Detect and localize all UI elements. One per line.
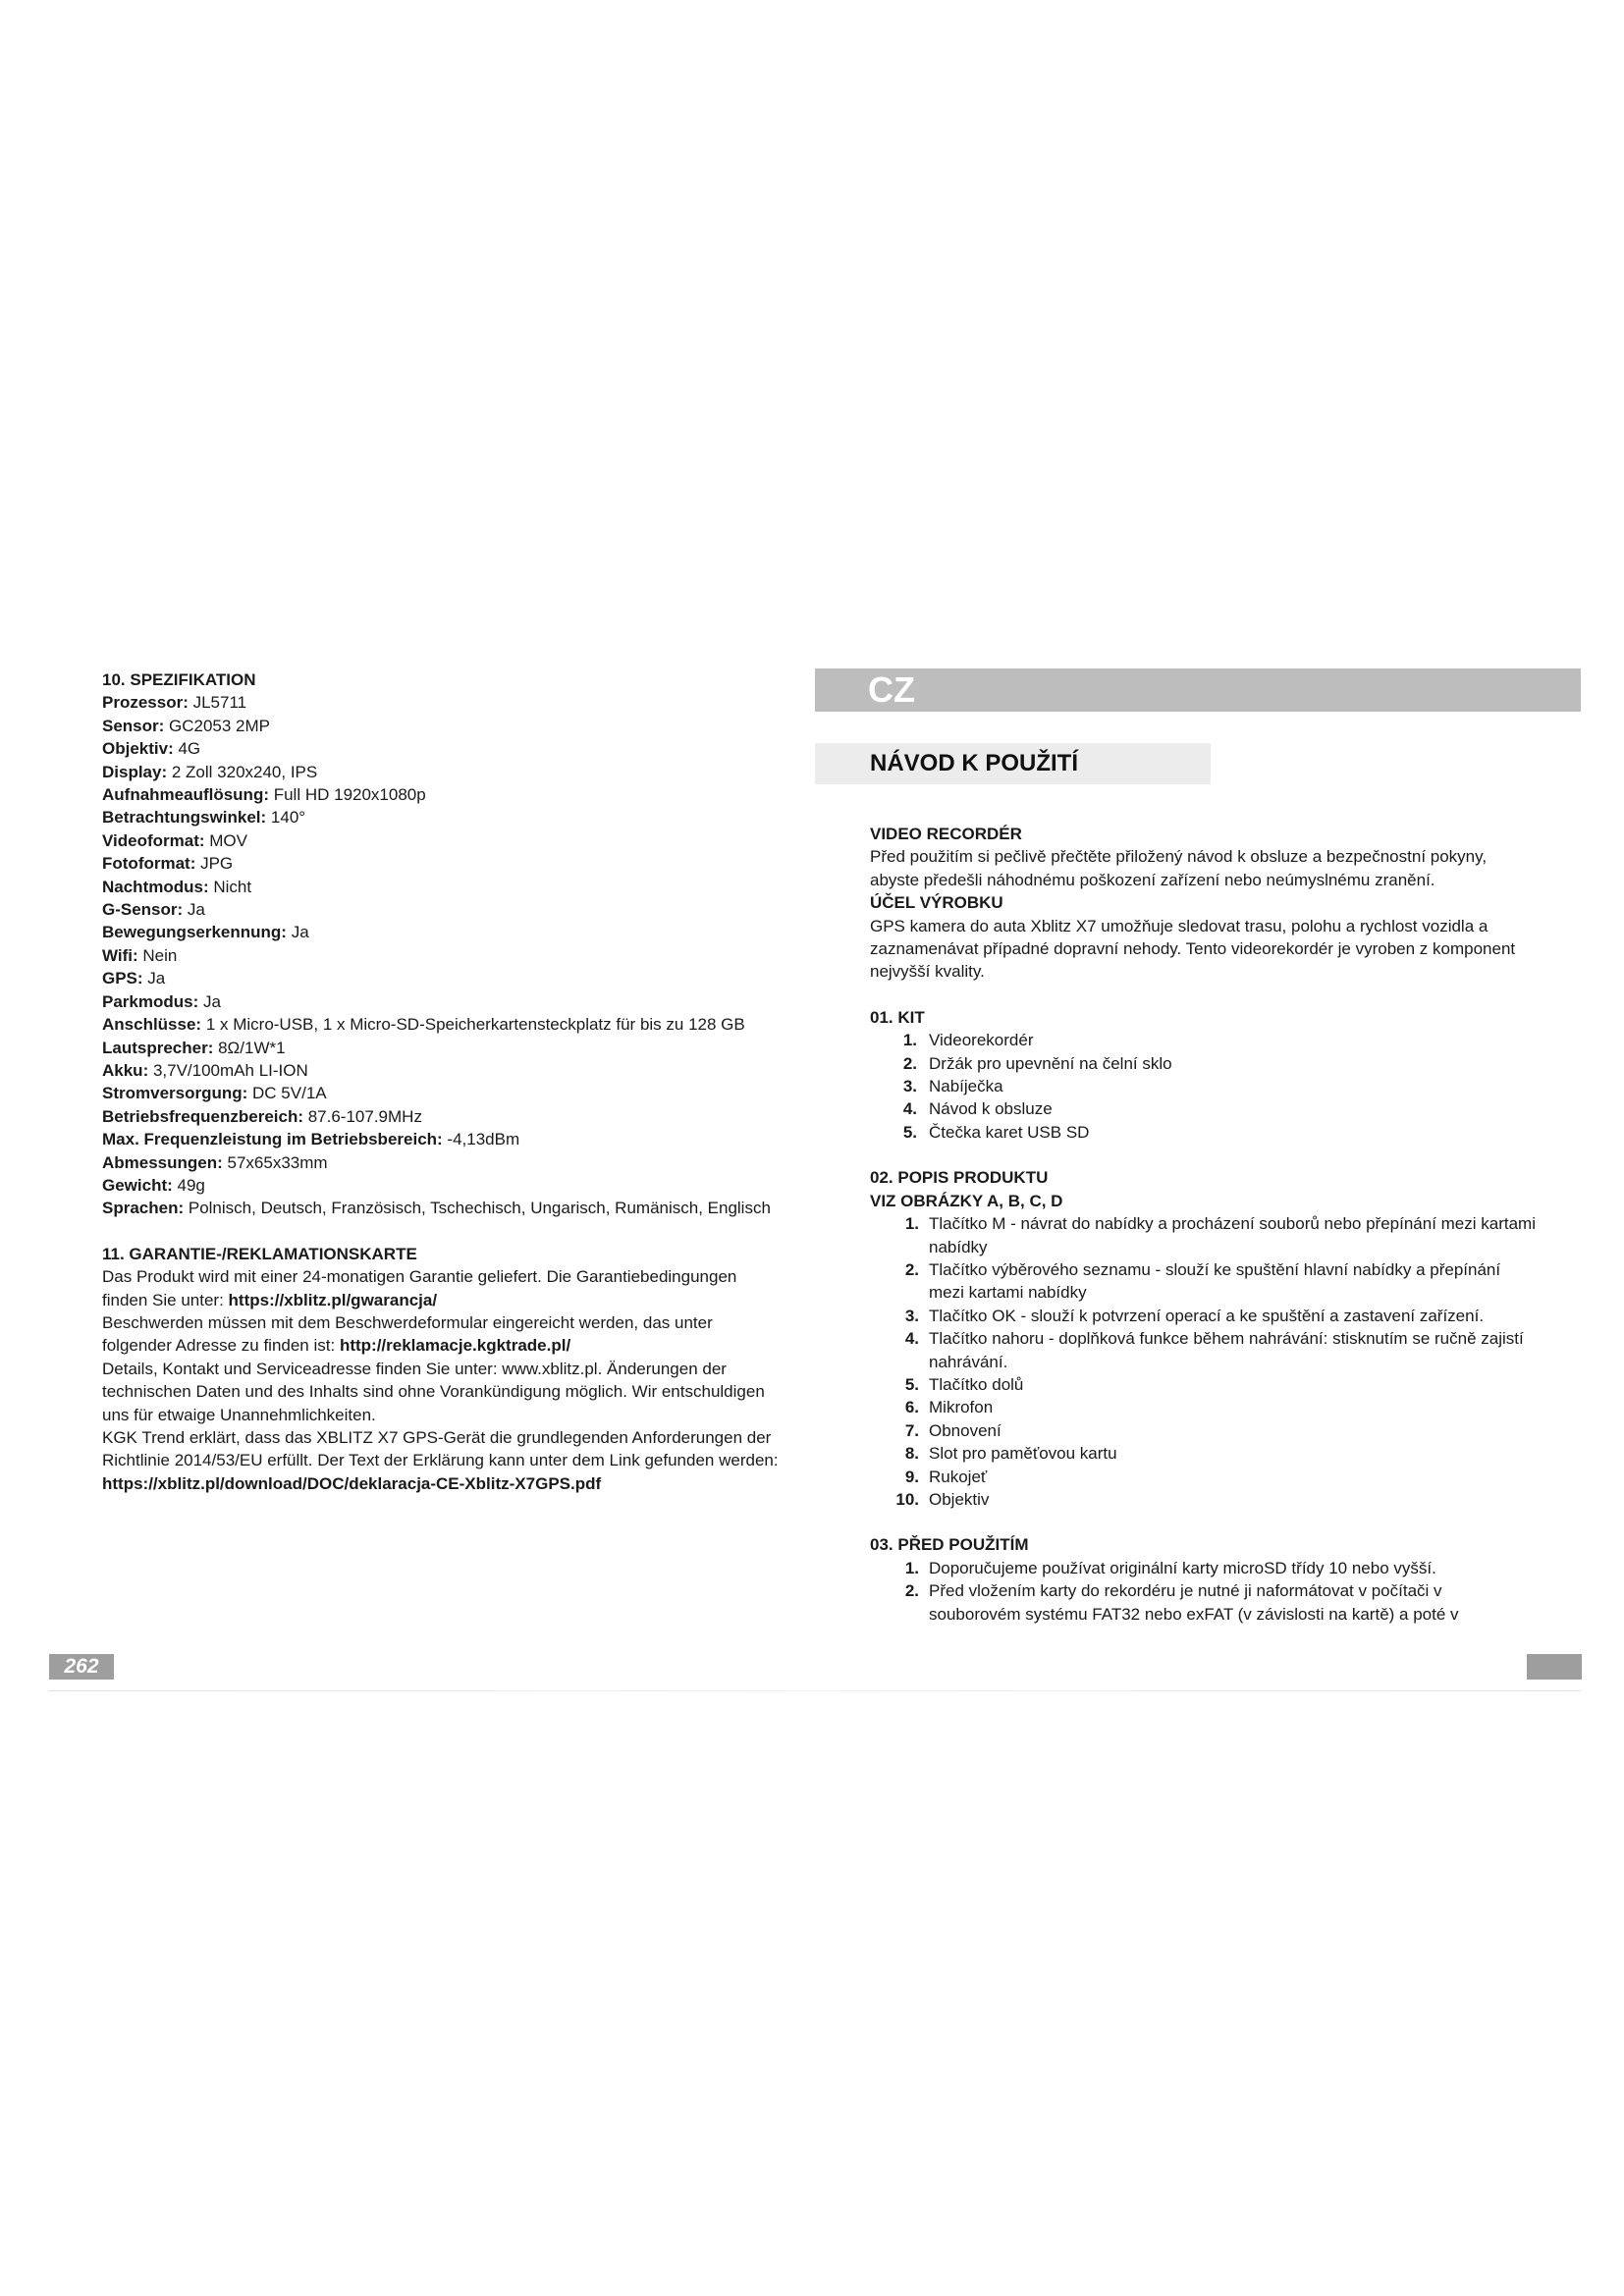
description-heading: 02. POPIS PRODUKTU [870, 1168, 1049, 1188]
kit-item [870, 1097, 1538, 1120]
spec-row [102, 944, 780, 967]
list-text: Držák pro upevnění na čelní sklo [929, 1053, 1172, 1073]
spec-value: 2 Zoll 320x240, IPS [167, 762, 318, 781]
spec-row [102, 852, 780, 875]
spec-value: Nicht [208, 877, 252, 896]
warranty-paragraph-2: Beschwerden müssen mit dem Beschwerdeformular eingereicht werden, das unter folgender Adresse zu finden ist: http://reklamacje.kgktrade.pl/ [102, 1312, 713, 1356]
description-item [870, 1442, 1538, 1465]
spec-label: Anschlüsse: [102, 1015, 202, 1035]
spec-value: Ja [142, 969, 166, 988]
spec-value: 140° [266, 808, 306, 828]
spec-heading: 10. SPEZIFIKATION [102, 670, 256, 689]
spec-value: DC 5V/1A [247, 1084, 327, 1103]
spec-label: Sprachen: [102, 1199, 185, 1218]
spec-row [102, 1082, 780, 1104]
description-item [870, 1488, 1538, 1511]
spec-value: JL5711 [188, 693, 247, 713]
list-text: Objektiv [929, 1489, 990, 1509]
before-use-heading: 03. PŘED POUŽITÍM [870, 1535, 1029, 1555]
spec-row [102, 783, 780, 806]
description-subheading: VIZ OBRÁZKY A, B, C, D [870, 1191, 1063, 1210]
list-text: Tlačítko OK - slouží k potvrzení operací a ke spuštění a zastavení zařízení. [929, 1306, 1485, 1325]
list-text: Nabíječka [929, 1077, 1003, 1096]
spec-value: 49g [172, 1175, 205, 1195]
list-number: 5. [902, 1122, 917, 1142]
list-text: Před vložením karty do rekordéru je nutné ji naformátovat v počítači v souborovém systému FAT32 nebo exFAT (v závislosti na kartě) a poté v [929, 1581, 1459, 1624]
description-item [870, 1373, 1538, 1396]
spec-label: Aufnahmeauflösung: [102, 785, 269, 805]
list-text: Doporučujeme používat originální karty microSD třídy 10 nebo vyšší. [929, 1558, 1436, 1577]
spec-row [102, 829, 780, 852]
list-text: Tlačítko M - návrat do nabídky a procházení souborů nebo přepínání mezi kartami nabídky [929, 1214, 1536, 1256]
before-use-list [870, 1557, 1538, 1626]
spec-label: Stromversorgung: [102, 1084, 248, 1103]
spec-row [102, 691, 780, 714]
spec-value: -4,13dBm [442, 1130, 520, 1149]
purpose-text: GPS kamera do auta Xblitz X7 umožňuje sledovat trasu, polohu a rychlost vozidla a zaznamenávat případné dopravní nehody. Tento videorekordér je vyroben z komponent nejvyšší kvality. [870, 916, 1516, 982]
list-number: 6. [904, 1398, 919, 1417]
spec-label: Abmessungen: [102, 1152, 223, 1172]
spec-label: Fotoformat: [102, 854, 196, 874]
list-number: 3. [902, 1077, 917, 1096]
spec-value: 87.6-107.9MHz [303, 1106, 422, 1126]
spec-row [102, 761, 780, 783]
spec-label: Gewicht: [102, 1175, 173, 1195]
spec-label: G-Sensor: [102, 900, 184, 920]
spec-value: MOV [204, 830, 247, 850]
manual-title: NÁVOD K POUŽITÍ [815, 743, 1211, 784]
spec-value: Ja [198, 991, 221, 1011]
list-text: Slot pro paměťovou kartu [929, 1444, 1117, 1464]
spec-label: Prozessor: [102, 693, 189, 713]
warranty-text [102, 1265, 780, 1495]
list-text: Obnovení [929, 1420, 1001, 1440]
spec-row [102, 898, 780, 921]
spec-row [102, 1128, 780, 1150]
list-text: Tlačítko dolů [929, 1374, 1024, 1394]
spec-row [102, 1013, 780, 1036]
warranty-paragraph-4: KGK Trend erklärt, dass das XBLITZ X7 GPS-Gerät die grundlegenden Anforderungen der Richtlinie 2014/53/EU erfüllt. Der Text der Erklärung kann unter dem Link gefunden werden: [102, 1428, 779, 1470]
list-text: Tlačítko výběrového seznamu - slouží ke spuštění hlavní nabídky a přepínání mezi kartami nabídky [929, 1259, 1501, 1303]
warranty-paragraph-1: Das Produkt wird mit einer 24-monatigen Garantie geliefert. Die Garantiebedingungen finden Sie unter: https://xblitz.pl/gwarancja/ [102, 1267, 737, 1309]
spec-row [102, 990, 780, 1013]
warranty-paragraph-3: Details, Kontakt und Serviceadresse finden Sie unter: www.xblitz.pl. Änderungen der technischen Daten und des Inhalts sind ohne Vorankündigung möglich. Wir entschuldigen uns für etwaige Unannehmlichkeiten. [102, 1359, 765, 1424]
description-item [870, 1419, 1538, 1442]
spec-label: Akku: [102, 1060, 149, 1080]
list-number: 10. [895, 1489, 919, 1509]
spec-row [102, 1197, 780, 1219]
kit-heading: 01. KIT [870, 1007, 925, 1027]
list-number: 2. [904, 1259, 919, 1279]
list-text: Rukojeť [929, 1467, 988, 1486]
spec-label: Betriebsfrequenzbereich: [102, 1106, 303, 1126]
kit-item [870, 1075, 1538, 1097]
language-banner: CZ [815, 668, 1581, 712]
spec-label: Nachtmodus: [102, 877, 209, 896]
spec-row [102, 737, 780, 760]
warranty-url[interactable]: https://xblitz.pl/gwarancja/ [228, 1290, 438, 1309]
description-list [870, 1212, 1538, 1511]
spec-value: Ja [183, 900, 205, 920]
spec-row [102, 921, 780, 943]
spec-row [102, 1174, 780, 1197]
spec-value: JPG [195, 854, 234, 874]
warranty-heading: 11. GARANTIE-/REKLAMATIONSKARTE [102, 1244, 417, 1263]
spec-value: Polnisch, Deutsch, Französisch, Tschechisch, Ungarisch, Rumänisch, Englisch [184, 1199, 771, 1218]
description-item [870, 1396, 1538, 1418]
divider [49, 1690, 1581, 1691]
spec-row [102, 967, 780, 989]
spec-row [102, 1037, 780, 1059]
list-text: Návod k obsluze [929, 1099, 1053, 1119]
spec-value: 4G [173, 739, 201, 759]
spec-row [102, 1059, 780, 1082]
spec-value: Nein [137, 945, 178, 965]
kit-item [870, 1029, 1538, 1051]
spec-value: 1 x Micro-USB, 1 x Micro-SD-Speicherkartensteckplatz für bis zu 128 GB [201, 1015, 745, 1035]
description-item [870, 1258, 1538, 1305]
list-number: 9. [904, 1467, 919, 1486]
left-column [102, 668, 780, 1495]
list-number: 1. [904, 1214, 919, 1234]
spec-value: 3,7V/100mAh LI-ION [148, 1060, 308, 1080]
page-number: 262 [49, 1654, 114, 1680]
spec-label: Parkmodus: [102, 991, 199, 1011]
list-number: 3. [904, 1306, 919, 1325]
spec-row [102, 1105, 780, 1128]
spec-label: Bewegungserkennung: [102, 923, 287, 942]
kit-item [870, 1052, 1538, 1075]
kit-item [870, 1121, 1538, 1144]
spec-label: Sensor: [102, 716, 165, 735]
spec-value: GC2053 2MP [164, 716, 271, 735]
complaint-url[interactable]: http://reklamacje.kgktrade.pl/ [339, 1336, 571, 1356]
spec-label: Betrachtungswinkel: [102, 808, 267, 828]
spec-label: Wifi: [102, 945, 138, 965]
spec-value: 57x65x33mm [222, 1152, 328, 1172]
before-use-item [870, 1579, 1538, 1626]
spec-label: Display: [102, 762, 168, 781]
list-number: 4. [902, 1099, 917, 1119]
list-number: 1. [902, 1031, 917, 1050]
description-item [870, 1327, 1538, 1373]
video-heading: VIDEO RECORDÉR [870, 825, 1022, 843]
kit-list [870, 1029, 1538, 1144]
list-number: 5. [904, 1374, 919, 1394]
description-item [870, 1305, 1538, 1327]
description-item [870, 1466, 1538, 1488]
spec-row [102, 806, 780, 828]
spec-list [102, 691, 780, 1219]
spec-row [102, 1151, 780, 1174]
list-text: Videorekordér [929, 1031, 1034, 1050]
spec-row [102, 876, 780, 898]
spec-label: Objektiv: [102, 739, 174, 759]
list-number: 8. [904, 1444, 919, 1464]
right-column [870, 823, 1538, 1626]
spec-value: 8Ω/1W*1 [213, 1038, 286, 1057]
list-text: Mikrofon [929, 1398, 994, 1417]
page-tab-marker [1527, 1654, 1582, 1680]
spec-label: Lautsprecher: [102, 1038, 214, 1057]
list-text: Čtečka karet USB SD [929, 1122, 1090, 1142]
spec-value: Ja [286, 923, 309, 942]
spec-row [102, 715, 780, 737]
spec-label: Max. Frequenzleistung im Betriebsbereich: [102, 1130, 443, 1149]
purpose-heading: ÚČEL VÝROBKU [870, 893, 1003, 913]
list-number: 2. [904, 1581, 919, 1601]
list-number: 2. [902, 1053, 917, 1073]
spec-label: Videoformat: [102, 830, 205, 850]
list-number: 1. [904, 1558, 919, 1577]
description-item [870, 1212, 1538, 1258]
list-number: 7. [904, 1420, 919, 1440]
declaration-url[interactable]: https://xblitz.pl/download/DOC/deklaracja-CE-Xblitz-X7GPS.pdf [102, 1473, 602, 1493]
spec-label: GPS: [102, 969, 143, 988]
list-text: Tlačítko nahoru - doplňková funkce během nahrávání: stisknutím se ručně zajistí nahrávání. [929, 1329, 1524, 1371]
before-use-item [870, 1557, 1538, 1579]
list-number: 4. [904, 1329, 919, 1349]
spec-value: Full HD 1920x1080p [269, 785, 426, 805]
video-text: Před použitím si pečlivě přečtěte přiložený návod k obsluze a bezpečnostní pokyny, abyste předešli náhodnému poškození zařízení nebo neúmyslnému zranění. [870, 847, 1488, 889]
